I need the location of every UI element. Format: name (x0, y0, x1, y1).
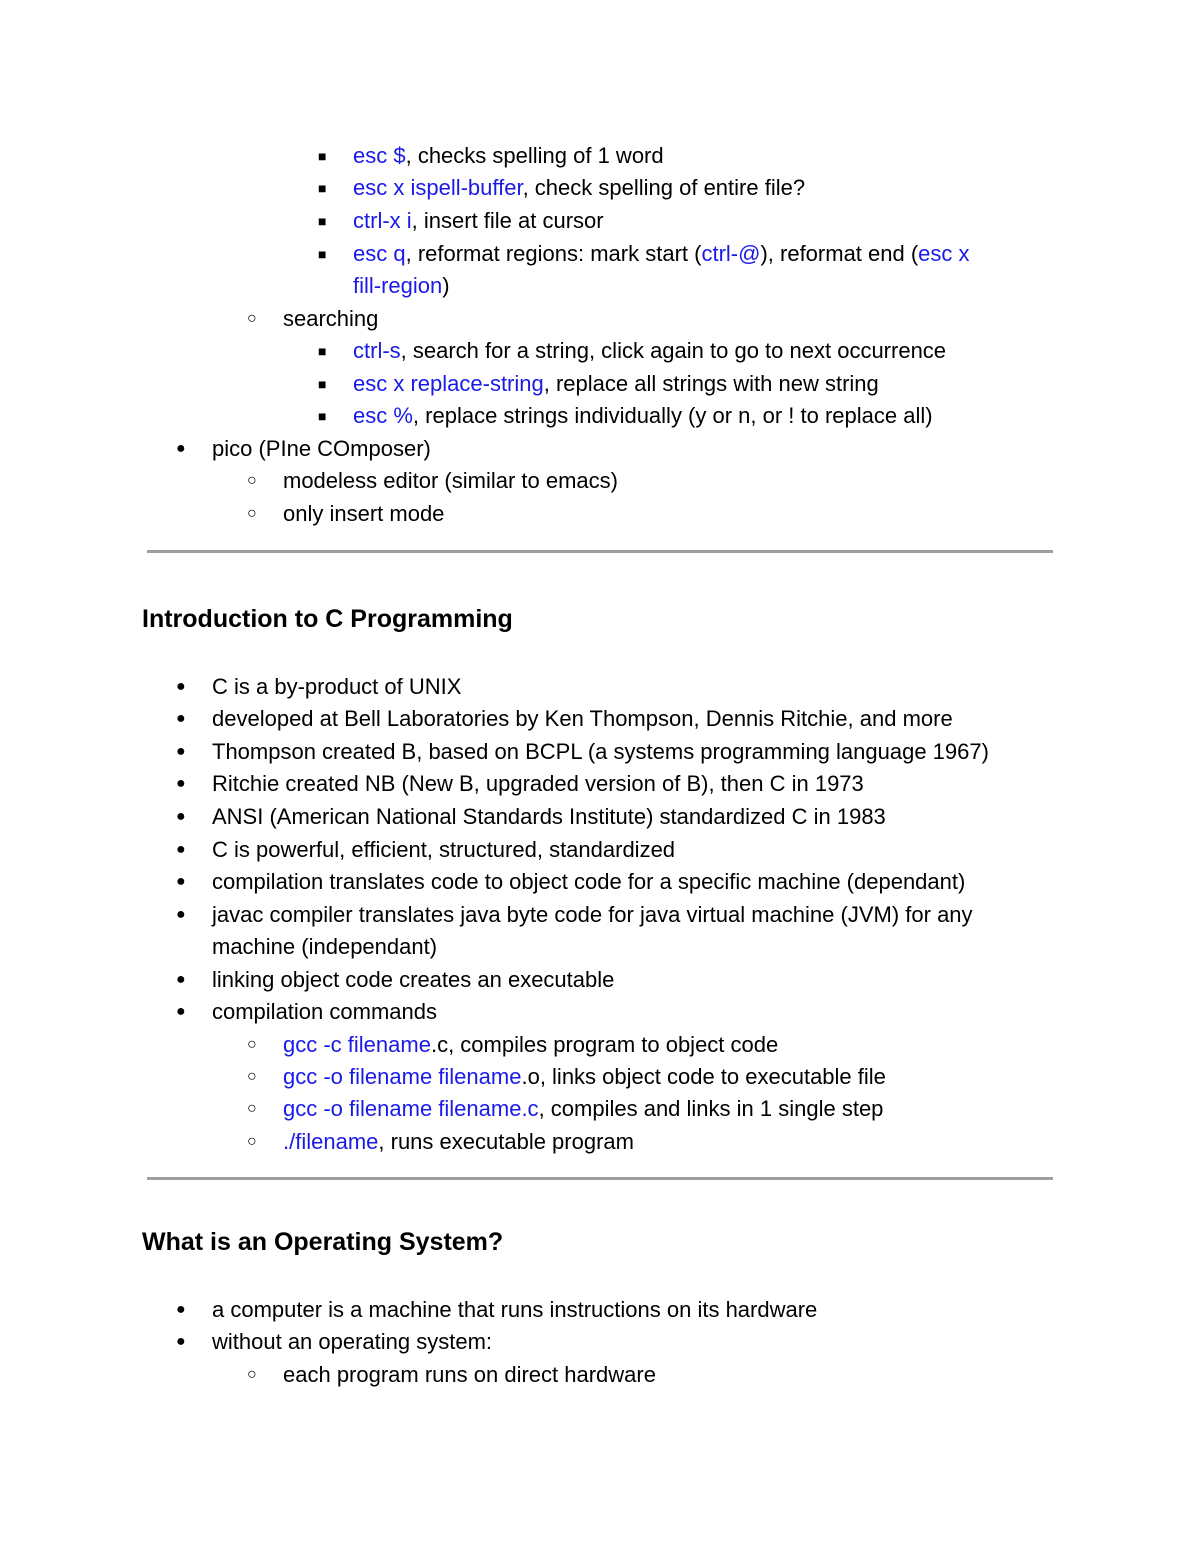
list-item: linking object code creates an executable (212, 967, 615, 992)
item-text: , checks spelling of 1 word (405, 143, 664, 168)
circle-bullet-icon: ○ (247, 1036, 257, 1053)
command-text: fill-region (353, 273, 443, 298)
list-item (283, 1061, 886, 1093)
item-text: , reformat regions: mark start ( (405, 241, 702, 266)
list-item (353, 172, 805, 204)
command-text: esc x ispell-buffer (353, 175, 523, 200)
square-bullet-icon: ■ (318, 246, 327, 262)
command-text: gcc -o filename filename.c (283, 1096, 539, 1121)
circle-bullet-icon: ○ (247, 505, 257, 522)
item-text: ) (442, 273, 450, 298)
list-item: C is powerful, efficient, structured, standardized (212, 837, 676, 862)
list-item: C is a by-product of UNIX (212, 674, 462, 699)
square-bullet-icon: ■ (318, 343, 327, 359)
list-item: pico (PIne COmposer) (212, 436, 431, 461)
command-text: ctrl-s (353, 338, 401, 363)
list-item: ANSI (American National Standards Institute) standardized C in 1983 (212, 804, 886, 829)
horizontal-divider (147, 550, 1053, 553)
command-text: ctrl-@ (701, 241, 761, 266)
disc-bullet-icon: ● (176, 873, 186, 890)
list-item-continuation: machine (independant) (212, 934, 438, 959)
square-bullet-icon: ■ (318, 148, 327, 164)
disc-bullet-icon: ● (176, 743, 186, 760)
list-item (353, 400, 933, 432)
command-text: esc x replace-string (353, 371, 544, 396)
command-text: esc $ (353, 143, 406, 168)
item-text: , links object code to executable file (539, 1064, 886, 1089)
circle-bullet-icon: ○ (247, 1100, 257, 1117)
item-text: , runs executable program (378, 1129, 634, 1154)
item-text: , insert file at cursor (411, 208, 604, 233)
section-heading: What is an Operating System? (142, 1228, 504, 1256)
list-item: only insert mode (283, 501, 445, 526)
disc-bullet-icon: ● (176, 1301, 186, 1318)
circle-bullet-icon: ○ (247, 472, 257, 489)
command-text: esc q (353, 241, 406, 266)
square-bullet-icon: ■ (318, 376, 327, 392)
list-item (353, 335, 946, 367)
list-item: a computer is a machine that runs instructions on its hardware (212, 1297, 818, 1322)
disc-bullet-icon: ● (176, 1333, 186, 1350)
square-bullet-icon: ■ (318, 213, 327, 229)
list-item-continuation (353, 270, 450, 302)
circle-bullet-icon: ○ (247, 1133, 257, 1150)
list-item: javac compiler translates java byte code for java virtual machine (JVM) for any (212, 902, 973, 927)
item-text: , compiles program to object code (448, 1032, 779, 1057)
horizontal-divider (147, 1177, 1053, 1180)
disc-bullet-icon: ● (176, 906, 186, 923)
command-text: ./filename (283, 1129, 379, 1154)
list-item (353, 238, 970, 270)
list-item: Ritchie created NB (New B, upgraded version of B), then C in 1973 (212, 771, 864, 796)
list-item (353, 140, 664, 172)
section-heading: Introduction to C Programming (142, 605, 513, 633)
disc-bullet-icon: ● (176, 841, 186, 858)
list-item: compilation commands (212, 999, 437, 1024)
command-text: gcc -o filename filename (283, 1064, 522, 1089)
disc-bullet-icon: ● (176, 440, 186, 457)
disc-bullet-icon: ● (176, 808, 186, 825)
disc-bullet-icon: ● (176, 775, 186, 792)
command-text: esc x (918, 241, 970, 266)
item-text: , replace strings individually (y or n, or ! to replace all) (412, 403, 933, 428)
list-item (283, 1126, 634, 1158)
circle-bullet-icon: ○ (247, 1366, 257, 1383)
list-item (283, 1093, 883, 1125)
item-text: .o (521, 1064, 540, 1089)
list-item (283, 1029, 778, 1061)
item-text: , compiles and links in 1 single step (538, 1096, 884, 1121)
list-item: Thompson created B, based on BCPL (a systems programming language 1967) (212, 739, 989, 764)
command-text: esc % (353, 403, 413, 428)
disc-bullet-icon: ● (176, 971, 186, 988)
list-item: compilation translates code to object code for a specific machine (dependant) (212, 869, 966, 894)
disc-bullet-icon: ● (176, 1003, 186, 1020)
command-text: ctrl-x i (353, 208, 412, 233)
list-item: developed at Bell Laboratories by Ken Thompson, Dennis Ritchie, and more (212, 706, 953, 731)
item-text: , search for a string, click again to go to next occurrence (400, 338, 947, 363)
item-text: .c (430, 1032, 449, 1057)
item-text: ), reformat end ( (760, 241, 919, 266)
circle-bullet-icon: ○ (247, 310, 257, 327)
command-text: gcc -c filename (283, 1032, 431, 1057)
list-item: without an operating system: (212, 1329, 493, 1354)
disc-bullet-icon: ● (176, 710, 186, 727)
circle-bullet-icon: ○ (247, 1068, 257, 1085)
list-item (353, 205, 604, 237)
disc-bullet-icon: ● (176, 678, 186, 695)
square-bullet-icon: ■ (318, 408, 327, 424)
square-bullet-icon: ■ (318, 180, 327, 196)
list-item: searching (283, 306, 379, 331)
list-item (353, 368, 879, 400)
item-text: , check spelling of entire file? (522, 175, 806, 200)
item-text: , replace all strings with new string (543, 371, 879, 396)
list-item: modeless editor (similar to emacs) (283, 468, 618, 493)
list-item: each program runs on direct hardware (283, 1362, 656, 1387)
